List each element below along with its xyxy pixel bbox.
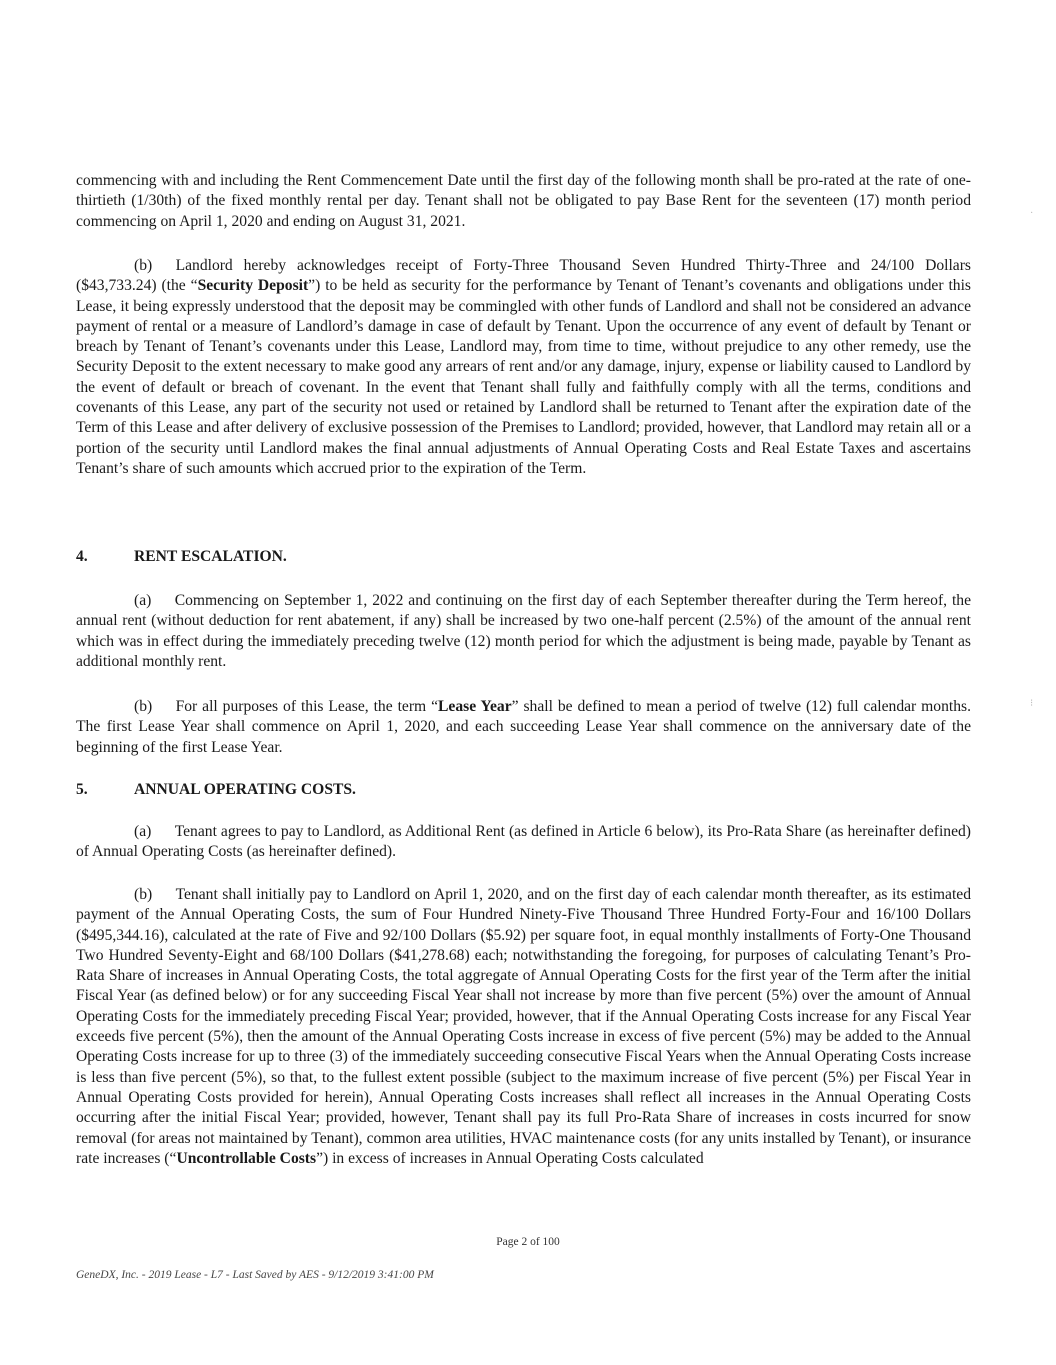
paragraph-5b: [76, 885, 971, 1169]
paragraph-4a: (a) Commencing on September 1, 2022 and continuing on the first day of each September thereafter during the Term hereof, the annual rent (without deduction for rent abatement, if any) shall be increased by two one-half percent (2.5%) of the amount of the annual rent which was in effect during the immediately preceding twelve (12) month period for which the adjustment is being made, payable by Tenant as additional monthly rent.: [76, 592, 971, 670]
defined-term-security-deposit: Security Deposit: [197, 277, 309, 295]
text-span: ”) in excess of increases in Annual Operating Costs calculated: [316, 1149, 704, 1167]
text-span: (b) Landlord hereby acknowledges receipt of Forty-Three Thousand Seven Hundred Thirty-Three and 24/100 Dollars ($43,733.24) (the “: [76, 257, 971, 295]
section-number: 5.: [76, 781, 88, 798]
paragraph-rent-proration: commencing with and including the Rent Commencement Date until the first day of the following month shall be pro-rated at the rate of one-thirtieth (1/30th) of the fixed monthly rental per day. Tenant shall not be obligated to pay Base Rent for the seventeen (17) month period commencing on April 1, 2020 and ending on August 31, 2021.: [76, 172, 971, 230]
scan-mark: ⁝: [1030, 698, 1034, 709]
section-title: RENT ESCALATION.: [134, 548, 287, 565]
page-number: Page 2 of 100: [496, 1236, 560, 1248]
text-span: ” shall be defined to mean a period of twelve (12) full calendar months. The first Lease Year shall commence on April 1, 2020, and each succeeding Lease Year shall commence on the anniversary date of the beginning of the first Lease Year.: [76, 698, 971, 756]
section-title: ANNUAL OPERATING COSTS.: [134, 781, 356, 798]
section-number: 4.: [76, 548, 88, 565]
paragraph-5a: (a) Tenant agrees to pay to Landlord, as Additional Rent (as defined in Article 6 below), its Pro-Rata Share (as hereinafter defined) of Annual Operating Costs (as hereinafter defined).: [76, 823, 971, 861]
defined-term-lease-year: Lease Year: [438, 698, 512, 715]
paragraph-4b: [76, 697, 971, 758]
section-heading-4: [76, 547, 287, 567]
paragraph-security-deposit: [76, 256, 971, 479]
document-footer: GeneDX, Inc. - 2019 Lease - L7 - Last Saved by AES - 9/12/2019 3:41:00 PM: [76, 1269, 434, 1281]
text-span: (b) Tenant shall initially pay to Landlord on April 1, 2020, and on the first day of each calendar month thereafter, as its estimated payment of the Annual Operating Costs, the sum of Four Hundred Ninety-Five Thousand Three Hundred Forty-Four and 16/100 Dollars ($495,344.16), calculated at the rate of Five and 92/100 Dollars ($5.92) per square foot, in equal monthly installments of Forty-One Thousand Two Hundred Seventy-Eight and 68/100 Dollars ($41,278.68) each; notwithstanding the foregoing, for purposes of calculating Tenant’s Pro-Rata Share of increases in Annual Operating Costs, the total aggregate of Annual Operating Costs for the first year of the Term after the initial Fiscal Year (as defined below) or for any succeeding Fiscal Year shall not increase by more than five percent (5%) over the amount of Annual Operating Costs for the immediately preceding Fiscal Year; provided, however, that if the Annual Operating Costs increase for any Fiscal Year exceeds five percent (5%), then the amount of the Annual Operating Costs increase in excess of five percent (5%) may be added to the Annual Operating Costs increase for up to three (3) of the immediately succeeding consecutive Fiscal Years when the Annual Operating Costs increase is less than five percent (5%), so that, to the fullest extent possible (subject to the maximum increase of five percent (5%) per Fiscal Year in Annual Operating Costs provided for herein), Annual Operating Costs increases shall reflect all increases in the Annual Operating Costs occurring after the initial Fiscal Year; provided, however, Tenant shall pay its full Pro-Rata Share of increases in costs incurred for snow removal (for areas not maintained by Tenant), common area utilities, HVAC maintenance costs (for any units installed by Tenant), or insurance rate increases (“: [76, 886, 971, 1167]
scan-mark: ·: [1030, 208, 1034, 219]
text-span: (b) For all purposes of this Lease, the term “: [134, 698, 438, 715]
section-heading-5: [76, 780, 356, 800]
text-span: ”) to be held as security for the performance by Tenant of Tenant’s covenants and obligations under this Lease, it being expressly understood that the deposit may be commingled with other funds of Landlord and shall not be considered an advance payment of rental or a measure of Landlord’s damage in case of default by Tenant. Upon the occurrence of any event of default by Tenant or breach by Tenant of Tenant’s covenants under this Lease, Landlord may, from time to time, without prejudice to any other remedy, use the Security Deposit to the extent necessary to make good any arrears of rent and/or any damage, injury, expense or liability caused to Landlord by the event of default or breach of covenant. In the event that Tenant shall fully and faithfully comply with all the terms, conditions and covenants of this Lease, any part of the security not used or retained by Landlord shall be returned to Tenant after the expiration date of the Term of this Lease and after delivery of exclusive possession of the Premises to Landlord; provided, however, that Landlord may retain all or a portion of the security until Landlord makes the final annual adjustments of Annual Operating Costs and Real Estate Taxes and ascertains Tenant’s share of such amounts which accrued prior to the expiration of the Term.: [76, 277, 971, 477]
defined-term-uncontrollable-costs: Uncontrollable Costs: [176, 1149, 317, 1167]
